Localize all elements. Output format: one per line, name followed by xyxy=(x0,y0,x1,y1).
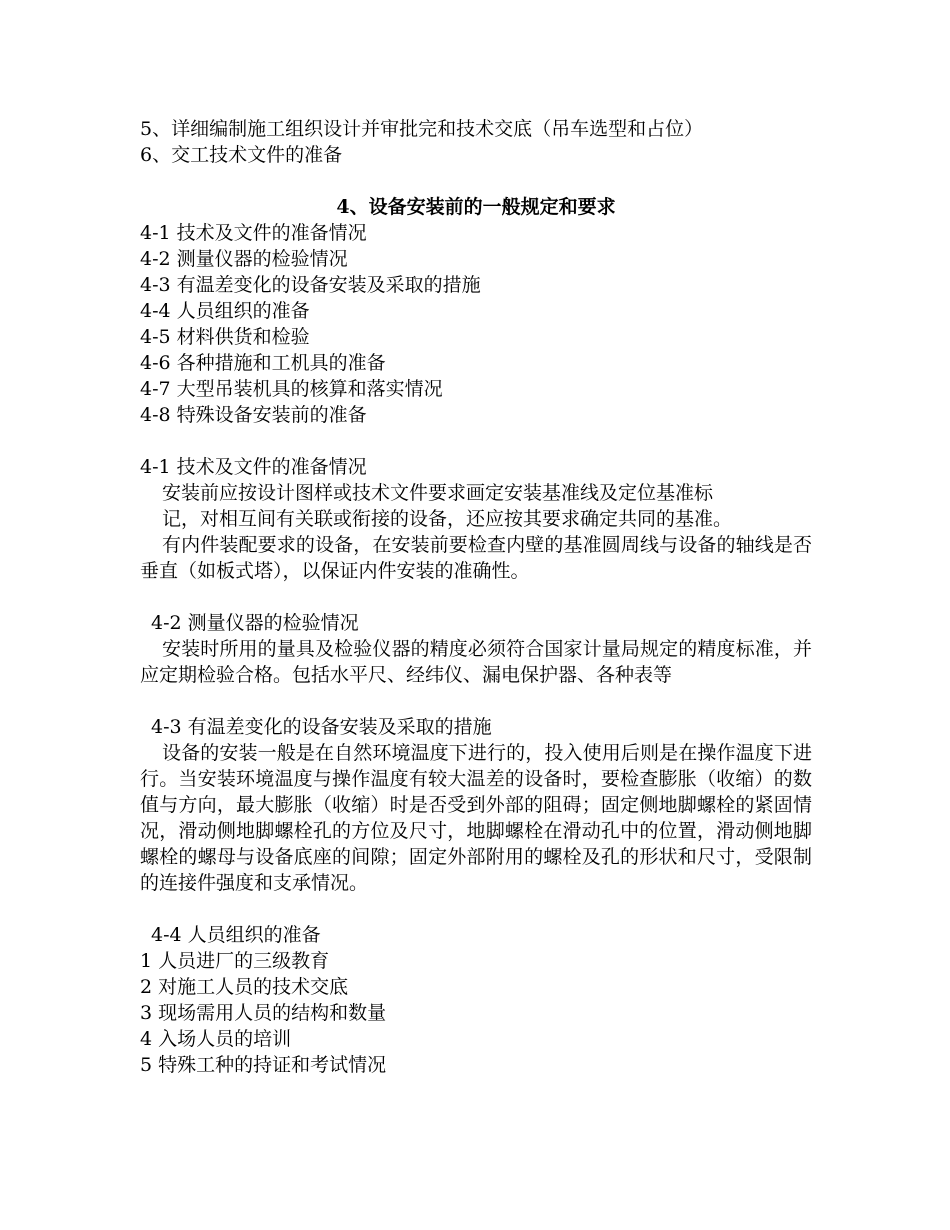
toc-item: 4-2 测量仪器的检验情况 xyxy=(140,248,348,270)
spacer xyxy=(140,584,812,610)
list-item: 3 现场需用人员的结构和数量 xyxy=(140,1002,387,1024)
paragraph-4-3: 设备的安装一般是在自然环境温度下进行的，投入使用后则是在操作温度下进行。当安装环境温度与操作温度有较大温差的设备时，要检查膨胀（收缩）的数值与方向，最大膨胀（收缩）时是否受到外部的阻碍；固定侧地脚螺栓的紧固情况，滑动侧地脚螺栓孔的方位及尺寸，地脚螺栓在滑动孔中的位置，滑动侧地脚螺栓的螺母与设备底座的间隙；固定外部附用的螺栓及孔的形状和尺寸，受限制的连接件强度和支承情况。 xyxy=(140,742,812,894)
toc-item: 4-8 特殊设备安装前的准备 xyxy=(140,404,367,426)
toc-item: 4-1 技术及文件的准备情况 xyxy=(140,222,367,244)
intro-line: 5、详细编制施工组织设计并审批完和技术交底（吊车选型和占位） xyxy=(140,118,704,140)
spacer xyxy=(140,428,812,454)
subsection-title-4-3: 4-3 有温差变化的设备安装及采取的措施 xyxy=(151,716,492,738)
subsection-title-4-4: 4-4 人员组织的准备 xyxy=(151,924,321,946)
list-item: 2 对施工人员的技术交底 xyxy=(140,976,349,998)
toc-item: 4-7 大型吊装机具的核算和落实情况 xyxy=(140,378,443,400)
toc-item: 4-4 人员组织的准备 xyxy=(140,300,310,322)
toc-item: 4-5 材料供货和检验 xyxy=(140,326,310,348)
paragraph-4-1-line-1: 安装前应按设计图样或技术文件要求画定安装基准线及定位基准标 xyxy=(162,482,714,504)
list-item: 1 人员进厂的三级教育 xyxy=(140,950,330,972)
document-page xyxy=(140,116,812,1078)
toc-item: 4-6 各种措施和工机具的准备 xyxy=(140,352,386,374)
list-item: 4 入场人员的培训 xyxy=(140,1028,292,1050)
spacer xyxy=(140,168,812,194)
spacer xyxy=(140,688,812,714)
paragraph-4-2: 安装时所用的量具及检验仪器的精度必须符合国家计量局规定的精度标准，并应定期检验合格。包括水平尺、经纬仪、漏电保护器、各种表等 xyxy=(140,638,812,686)
subsection-title-4-2: 4-2 测量仪器的检验情况 xyxy=(151,612,359,634)
section-heading: 4、设备安装前的一般规定和要求 xyxy=(336,196,616,218)
spacer xyxy=(140,896,812,922)
paragraph-4-1-line-2: 记，对相互间有关联或衔接的设备，还应按其要求确定共同的基准。 xyxy=(162,508,733,530)
list-item: 5 特殊工种的持证和考试情况 xyxy=(140,1054,387,1076)
toc-item: 4-3 有温差变化的设备安装及采取的措施 xyxy=(140,274,481,296)
intro-line: 6、交工技术文件的准备 xyxy=(140,144,343,166)
paragraph-4-1-2: 有内件装配要求的设备，在安装前要检查内壁的基准圆周线与设备的轴线是否垂直（如板式塔），以保证内件安装的准确性。 xyxy=(140,534,812,582)
subsection-title-4-1: 4-1 技术及文件的准备情况 xyxy=(140,456,367,478)
